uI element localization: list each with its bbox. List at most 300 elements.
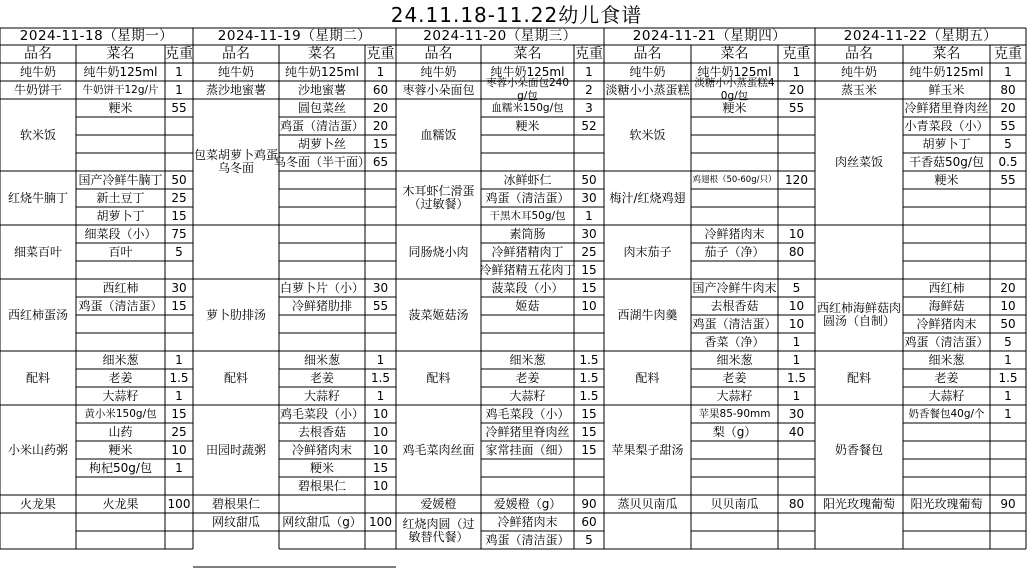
ingredient-name: 冷鲜猪里脊肉丝 bbox=[485, 424, 570, 439]
dish-name: 西红柿蛋汤 bbox=[7, 307, 68, 322]
col-header-gram: 克重 bbox=[366, 45, 395, 62]
dish-name: 配料 bbox=[846, 370, 871, 385]
gram-value: 1 bbox=[1004, 64, 1012, 79]
ingredient-name: 去根香菇 bbox=[710, 298, 759, 313]
gram-value bbox=[166, 153, 192, 171]
ingredient-name bbox=[280, 315, 364, 333]
ingredient-name: 家常挂面（细） bbox=[485, 442, 570, 457]
ingredient-name bbox=[904, 441, 989, 459]
ingredient-name bbox=[692, 135, 777, 153]
gram-value bbox=[991, 189, 1025, 207]
gram-value: 20 bbox=[372, 100, 389, 115]
gram-value: 50 bbox=[1000, 316, 1016, 331]
dish-name: 鸡毛菜肉丝面 bbox=[402, 442, 475, 457]
gram-value bbox=[366, 243, 395, 261]
gram-value bbox=[575, 153, 603, 171]
gram-value bbox=[575, 315, 603, 333]
dish-name: 火龙果 bbox=[19, 496, 56, 511]
ingredient-name: 贝贝南瓜 bbox=[710, 496, 759, 511]
dish-name: 肉丝菜饭 bbox=[834, 154, 883, 169]
gram-value: 1 bbox=[376, 388, 385, 403]
ingredient-name: 百叶 bbox=[108, 244, 133, 259]
dish-name: 红烧牛腩丁 bbox=[7, 190, 68, 205]
ingredient-name bbox=[482, 333, 573, 351]
ingredient-name: 奶香餐包40g/个 bbox=[908, 407, 985, 420]
ingredient-name: 粳米 bbox=[108, 100, 133, 115]
gram-value: 55 bbox=[1000, 118, 1016, 133]
gram-value bbox=[991, 477, 1025, 495]
gram-value bbox=[779, 153, 814, 171]
ingredient-name: 冷鲜猪肉末 bbox=[916, 316, 977, 331]
dish-name: 碧根果仁 bbox=[211, 496, 260, 511]
gram-value: 30 bbox=[581, 190, 597, 205]
ingredient-name: 苹果85-90mm bbox=[698, 407, 771, 420]
gram-value: 15 bbox=[581, 406, 597, 421]
ingredient-name bbox=[77, 135, 164, 153]
ingredient-name: 冷鲜猪肋排 bbox=[291, 298, 352, 313]
ingredient-name: 乌冬面（半干面） bbox=[274, 154, 371, 169]
dish-name: 软米饭 bbox=[629, 127, 666, 142]
gram-value bbox=[779, 459, 814, 477]
ingredient-name: 火龙果 bbox=[102, 496, 139, 511]
gram-value bbox=[166, 477, 192, 495]
ingredient-name: 纯牛奶125ml bbox=[909, 64, 984, 79]
gram-value bbox=[366, 333, 395, 351]
gram-value bbox=[991, 423, 1025, 441]
ingredient-name: 鸡蛋（清洁蛋） bbox=[692, 316, 777, 331]
gram-value: 1.5 bbox=[169, 370, 189, 385]
gram-value: 30 bbox=[788, 406, 805, 421]
gram-value: 5 bbox=[585, 532, 593, 547]
col-header-ingredient: 菜名 bbox=[308, 45, 336, 62]
gram-value bbox=[779, 135, 814, 153]
col-header-dish: 品名 bbox=[24, 45, 52, 62]
dish-name bbox=[1, 513, 75, 549]
ingredient-name: 老姜 bbox=[309, 370, 334, 385]
gram-value: 50 bbox=[171, 172, 187, 187]
ingredient-name bbox=[904, 459, 989, 477]
gram-value: 10 bbox=[171, 442, 187, 457]
gram-value: 1 bbox=[585, 64, 593, 79]
ingredient-name bbox=[482, 459, 573, 477]
dish-name: 同肠烧小肉 bbox=[408, 244, 469, 259]
gram-value: 55 bbox=[171, 100, 187, 115]
dish-name: 纯牛奶 bbox=[19, 64, 56, 79]
ingredient-name: 鸡翅根（50-60g/只） bbox=[692, 174, 777, 185]
ingredient-name: 冷鲜猪里脊肉丝 bbox=[904, 100, 989, 115]
gram-value: 75 bbox=[171, 226, 187, 241]
ingredient-name: 国产冷鲜牛腩丁 bbox=[78, 172, 163, 187]
col-header-gram: 克重 bbox=[575, 45, 603, 62]
gram-value bbox=[779, 531, 814, 549]
gram-value bbox=[779, 261, 814, 279]
ingredient-name bbox=[280, 189, 364, 207]
ingredient-name: 圆包菜丝 bbox=[297, 100, 346, 115]
gram-value: 55 bbox=[1000, 172, 1016, 187]
gram-value bbox=[366, 531, 395, 549]
gram-value: 20 bbox=[372, 118, 389, 133]
ingredient-name: 鸡蛋（清洁蛋） bbox=[904, 334, 989, 349]
ingredient-name: 黄小米150g/包 bbox=[84, 407, 157, 420]
dish-name: 包菜胡萝卜鸡蛋乌冬面 bbox=[194, 148, 279, 175]
ingredient-name bbox=[280, 549, 364, 567]
ingredient-name: 鲜玉米 bbox=[928, 82, 965, 97]
ingredient-name bbox=[77, 261, 164, 279]
ingredient-name: 血糯米150g/包 bbox=[491, 101, 564, 114]
menu-title: 24.11.18-11.22幼儿食谱 bbox=[390, 3, 643, 27]
ingredient-name bbox=[904, 207, 989, 225]
gram-value bbox=[991, 243, 1025, 261]
ingredient-name bbox=[904, 531, 989, 549]
ingredient-name: 枸杞50g/包 bbox=[89, 460, 152, 475]
ingredient-name: 胡萝卜丁 bbox=[96, 208, 145, 223]
ingredient-name: 西红柿 bbox=[102, 280, 139, 295]
col-header-gram: 克重 bbox=[994, 45, 1022, 62]
ingredient-name: 胡萝卜丁 bbox=[922, 136, 971, 151]
ingredient-name: 鸡毛菜段（小） bbox=[485, 406, 570, 421]
ingredient-name: 纯牛奶125ml bbox=[285, 64, 359, 79]
dish-name: 牛奶饼干 bbox=[13, 82, 62, 97]
gram-value: 10 bbox=[788, 316, 805, 331]
gram-value: 5 bbox=[1004, 334, 1012, 349]
ingredient-name: 素筒肠 bbox=[509, 226, 546, 241]
ingredient-name: 香菜（净） bbox=[704, 334, 765, 349]
gram-value: 15 bbox=[372, 460, 389, 475]
ingredient-name: 白萝卜片（小） bbox=[280, 280, 365, 295]
ingredient-name: 干香菇50g/包 bbox=[909, 154, 984, 169]
ingredient-name bbox=[692, 531, 777, 549]
ingredient-name bbox=[280, 171, 364, 189]
ingredient-name bbox=[77, 513, 164, 531]
gram-value: 65 bbox=[372, 154, 389, 169]
ingredient-name: 梨（g） bbox=[712, 424, 757, 439]
dish-name: 纯牛奶 bbox=[217, 64, 254, 79]
gram-value bbox=[779, 513, 814, 531]
gram-value: 55 bbox=[372, 298, 389, 313]
dish-name bbox=[194, 531, 278, 567]
dish-name: 纯牛奶 bbox=[840, 64, 877, 79]
ingredient-name: 菠菜段（小） bbox=[491, 280, 564, 295]
ingredient-name: 粳米 bbox=[309, 460, 334, 475]
gram-value bbox=[779, 207, 814, 225]
dish-name: 红烧肉圆（过敏替代餐） bbox=[402, 517, 475, 544]
ingredient-name bbox=[482, 135, 573, 153]
dish-name: 纯牛奶 bbox=[629, 64, 666, 79]
ingredient-name: 西红柿 bbox=[928, 280, 965, 295]
gram-value: 60 bbox=[372, 82, 389, 97]
gram-value: 40 bbox=[788, 424, 805, 439]
ingredient-name bbox=[692, 261, 777, 279]
gram-value bbox=[991, 513, 1025, 531]
gram-value bbox=[366, 189, 395, 207]
ingredient-name: 姬菇 bbox=[515, 298, 540, 313]
gram-value: 1 bbox=[175, 64, 183, 79]
ingredient-name: 淡糖小小蒸蛋糕40g/包 bbox=[694, 77, 775, 102]
ingredient-name bbox=[904, 513, 989, 531]
gram-value bbox=[366, 549, 395, 567]
gram-value: 20 bbox=[788, 82, 805, 97]
gram-value: 100 bbox=[369, 514, 392, 529]
gram-value: 55 bbox=[788, 100, 805, 115]
dish-name: 梅汁/红烧鸡翅 bbox=[609, 190, 686, 205]
ingredient-name: 沙地蜜薯 bbox=[297, 82, 346, 97]
ingredient-name: 大蒜籽 bbox=[102, 388, 139, 403]
gram-value: 2 bbox=[585, 82, 593, 97]
ingredient-name: 冷鲜猪肉末 bbox=[497, 514, 558, 529]
dish-name: 配料 bbox=[223, 370, 248, 385]
ingredient-name: 茄子（净） bbox=[704, 244, 765, 259]
ingredient-name: 老姜 bbox=[515, 370, 540, 385]
dish-name: 枣蓉小朵面包 bbox=[402, 82, 475, 97]
ingredient-name bbox=[280, 225, 364, 243]
gram-value: 1 bbox=[175, 82, 183, 97]
gram-value bbox=[366, 315, 395, 333]
gram-value: 90 bbox=[1000, 496, 1016, 511]
dish-name: 淡糖小小蒸蛋糕 bbox=[605, 82, 690, 97]
ingredient-name: 粳米 bbox=[515, 118, 540, 133]
gram-value bbox=[166, 531, 192, 549]
gram-value: 1 bbox=[792, 388, 801, 403]
ingredient-name: 鸡毛菜段（小） bbox=[280, 406, 365, 421]
ingredient-name: 山药 bbox=[108, 424, 133, 439]
gram-value bbox=[166, 315, 192, 333]
gram-value: 1 bbox=[792, 352, 801, 367]
gram-value: 1 bbox=[175, 352, 183, 367]
gram-value: 20 bbox=[1000, 100, 1016, 115]
gram-value bbox=[366, 207, 395, 225]
ingredient-name: 细米葱 bbox=[716, 352, 753, 367]
dish-name: 纯牛奶 bbox=[420, 64, 457, 79]
ingredient-name: 细菜段（小） bbox=[84, 226, 157, 241]
ingredient-name: 小青菜段（小） bbox=[904, 118, 989, 133]
gram-value bbox=[366, 171, 395, 189]
ingredient-name bbox=[692, 117, 777, 135]
ingredient-name: 阳光玫瑰葡萄 bbox=[910, 496, 983, 511]
ingredient-name bbox=[280, 261, 364, 279]
dish-name: 木耳虾仁滑蛋（过敏餐） bbox=[402, 184, 475, 211]
ingredient-name: 枣蓉小朵面包240g/包 bbox=[485, 77, 570, 102]
gram-value: 1 bbox=[792, 64, 801, 79]
gram-value bbox=[166, 261, 192, 279]
gram-value bbox=[166, 117, 192, 135]
ingredient-name: 干黑木耳50g/包 bbox=[489, 209, 566, 222]
dish-name: 西湖牛肉羹 bbox=[617, 307, 678, 322]
ingredient-name bbox=[280, 207, 364, 225]
ingredient-name bbox=[904, 261, 989, 279]
ingredient-name: 冷鲜猪肉末 bbox=[704, 226, 765, 241]
gram-value bbox=[779, 117, 814, 135]
gram-value: 1.5 bbox=[579, 370, 599, 385]
gram-value: 10 bbox=[372, 442, 389, 457]
day-header: 2024-11-22（星期五） bbox=[843, 28, 998, 44]
col-header-dish: 品名 bbox=[845, 45, 873, 62]
gram-value bbox=[991, 261, 1025, 279]
gram-value: 15 bbox=[581, 262, 597, 277]
ingredient-name bbox=[482, 315, 573, 333]
gram-value: 1 bbox=[175, 388, 183, 403]
col-header-ingredient: 菜名 bbox=[106, 45, 135, 62]
ingredient-name: 网纹甜瓜（g） bbox=[282, 514, 362, 529]
ingredient-name: 老姜 bbox=[722, 370, 747, 385]
ingredient-name bbox=[692, 513, 777, 531]
gram-value: 20 bbox=[1000, 280, 1016, 295]
dish-name: 苹果梨子甜汤 bbox=[611, 442, 684, 457]
dish-name: 奶香餐包 bbox=[834, 442, 883, 457]
gram-value: 1 bbox=[175, 460, 183, 475]
dish-name: 蒸沙地蜜薯 bbox=[205, 82, 266, 97]
gram-value: 50 bbox=[581, 172, 597, 187]
ingredient-name: 老姜 bbox=[934, 370, 959, 385]
gram-value: 5 bbox=[175, 244, 183, 259]
ingredient-name bbox=[692, 207, 777, 225]
gram-value: 1 bbox=[1004, 406, 1012, 421]
ingredient-name: 细米葱 bbox=[303, 352, 340, 367]
ingredient-name: 纯牛奶125ml bbox=[490, 64, 565, 79]
gram-value bbox=[991, 459, 1025, 477]
gram-value bbox=[991, 225, 1025, 243]
dish-name: 网纹甜瓜 bbox=[211, 514, 260, 529]
gram-value: 15 bbox=[171, 208, 187, 223]
col-header-dish: 品名 bbox=[222, 45, 250, 62]
ingredient-name: 爱媛橙（g） bbox=[493, 496, 562, 511]
ingredient-name bbox=[482, 477, 573, 495]
ingredient-name bbox=[77, 531, 164, 549]
gram-value: 10 bbox=[1000, 298, 1016, 313]
day-header: 2024-11-19（星期二） bbox=[217, 28, 372, 44]
ingredient-name: 冷鲜猪精五花肉丁 bbox=[479, 262, 576, 277]
dish-name: 细菜百叶 bbox=[13, 244, 62, 259]
dish-name: 菠菜姬菇汤 bbox=[408, 307, 469, 322]
ingredient-name bbox=[280, 333, 364, 351]
gram-value: 10 bbox=[372, 478, 389, 493]
ingredient-name: 细米葱 bbox=[509, 352, 546, 367]
col-header-ingredient: 菜名 bbox=[932, 45, 961, 62]
gram-value: 30 bbox=[372, 280, 389, 295]
gram-value: 30 bbox=[581, 226, 597, 241]
ingredient-name: 胡萝卜丝 bbox=[297, 136, 346, 151]
dish-name: 小米山药粥 bbox=[7, 442, 68, 457]
gram-value: 1.5 bbox=[370, 370, 391, 385]
gram-value bbox=[779, 189, 814, 207]
dish-name: 蒸贝贝南瓜 bbox=[617, 496, 678, 511]
ingredient-name: 大蒜籽 bbox=[509, 388, 546, 403]
gram-value: 15 bbox=[171, 298, 187, 313]
gram-value bbox=[575, 135, 603, 153]
col-header-dish: 品名 bbox=[633, 45, 662, 62]
ingredient-name bbox=[77, 333, 164, 351]
dish-name: 蒸玉米 bbox=[840, 82, 877, 97]
gram-value: 100 bbox=[167, 496, 191, 511]
ingredient-name: 鸡蛋（清洁蛋） bbox=[485, 532, 570, 547]
col-header-dish: 品名 bbox=[424, 45, 453, 62]
ingredient-name: 粳米 bbox=[934, 172, 959, 187]
dish-name bbox=[816, 513, 902, 549]
gram-value: 15 bbox=[581, 280, 597, 295]
ingredient-name: 冷鲜猪精肉丁 bbox=[491, 244, 564, 259]
dish-name: 萝卜肋排汤 bbox=[205, 307, 266, 322]
ingredient-name bbox=[692, 153, 777, 171]
col-header-ingredient: 菜名 bbox=[720, 45, 749, 62]
ingredient-name: 纯牛奶125ml bbox=[697, 64, 772, 79]
ingredient-name bbox=[692, 189, 777, 207]
gram-value bbox=[166, 513, 192, 531]
gram-value: 80 bbox=[788, 496, 805, 511]
gram-value: 10 bbox=[788, 298, 805, 313]
gram-value: 5 bbox=[792, 280, 801, 295]
gram-value bbox=[991, 207, 1025, 225]
ingredient-name: 大蒜籽 bbox=[928, 388, 965, 403]
dish-name: 配料 bbox=[25, 370, 50, 385]
gram-value: 1 bbox=[1004, 352, 1012, 367]
gram-value: 25 bbox=[171, 424, 187, 439]
ingredient-name bbox=[280, 531, 364, 549]
ingredient-name bbox=[904, 243, 989, 261]
gram-value bbox=[366, 261, 395, 279]
ingredient-name bbox=[904, 477, 989, 495]
ingredient-name: 海鲜菇 bbox=[928, 298, 965, 313]
ingredient-name bbox=[904, 225, 989, 243]
gram-value: 1.5 bbox=[579, 388, 599, 403]
gram-value: 120 bbox=[785, 172, 808, 187]
ingredient-name: 冰鲜虾仁 bbox=[503, 172, 552, 187]
ingredient-name: 粳米 bbox=[108, 442, 133, 457]
ingredient-name bbox=[692, 441, 777, 459]
gram-value bbox=[575, 333, 603, 351]
gram-value: 10 bbox=[788, 226, 805, 241]
ingredient-name bbox=[692, 459, 777, 477]
gram-value: 10 bbox=[372, 424, 389, 439]
ingredient-name: 粳米 bbox=[722, 100, 747, 115]
gram-value: 25 bbox=[171, 190, 187, 205]
dish-name: 肉末茄子 bbox=[623, 244, 672, 259]
ingredient-name bbox=[77, 117, 164, 135]
ingredient-name: 碧根果仁 bbox=[297, 478, 346, 493]
ingredient-name: 细米葱 bbox=[102, 352, 139, 367]
gram-value: 30 bbox=[171, 280, 187, 295]
dish-name: 爱媛橙 bbox=[420, 496, 457, 511]
ingredient-name bbox=[280, 243, 364, 261]
dish-name bbox=[194, 225, 278, 279]
gram-value: 15 bbox=[581, 424, 597, 439]
dish-name: 西红柿海鲜菇肉圆汤（自制） bbox=[816, 301, 901, 328]
ingredient-name bbox=[77, 153, 164, 171]
ingredient-name: 新土豆丁 bbox=[96, 190, 145, 205]
gram-value: 1 bbox=[1004, 388, 1012, 403]
ingredient-name: 纯牛奶125ml bbox=[83, 64, 158, 79]
ingredient-name: 鸡蛋（清洁蛋） bbox=[78, 298, 163, 313]
gram-value bbox=[779, 477, 814, 495]
gram-value: 52 bbox=[581, 118, 597, 133]
gram-value: 1.5 bbox=[786, 370, 807, 385]
dish-name bbox=[605, 513, 690, 549]
dish-name: 配料 bbox=[635, 370, 660, 385]
gram-value: 0.5 bbox=[998, 154, 1018, 169]
gram-value: 80 bbox=[788, 244, 805, 259]
ingredient-name: 老姜 bbox=[108, 370, 133, 385]
gram-value: 15 bbox=[581, 442, 597, 457]
gram-value: 1 bbox=[376, 64, 385, 79]
ingredient-name bbox=[77, 315, 164, 333]
ingredient-name: 大蒜籽 bbox=[716, 388, 753, 403]
gram-value: 1.5 bbox=[579, 352, 599, 367]
dish-name: 田园时蔬粥 bbox=[205, 442, 266, 457]
ingredient-name bbox=[904, 189, 989, 207]
gram-value: 5 bbox=[1004, 136, 1012, 151]
gram-value bbox=[991, 441, 1025, 459]
dish-name: 阳光玫瑰葡萄 bbox=[822, 496, 895, 511]
ingredient-name: 去根香菇 bbox=[297, 424, 346, 439]
gram-value bbox=[779, 441, 814, 459]
